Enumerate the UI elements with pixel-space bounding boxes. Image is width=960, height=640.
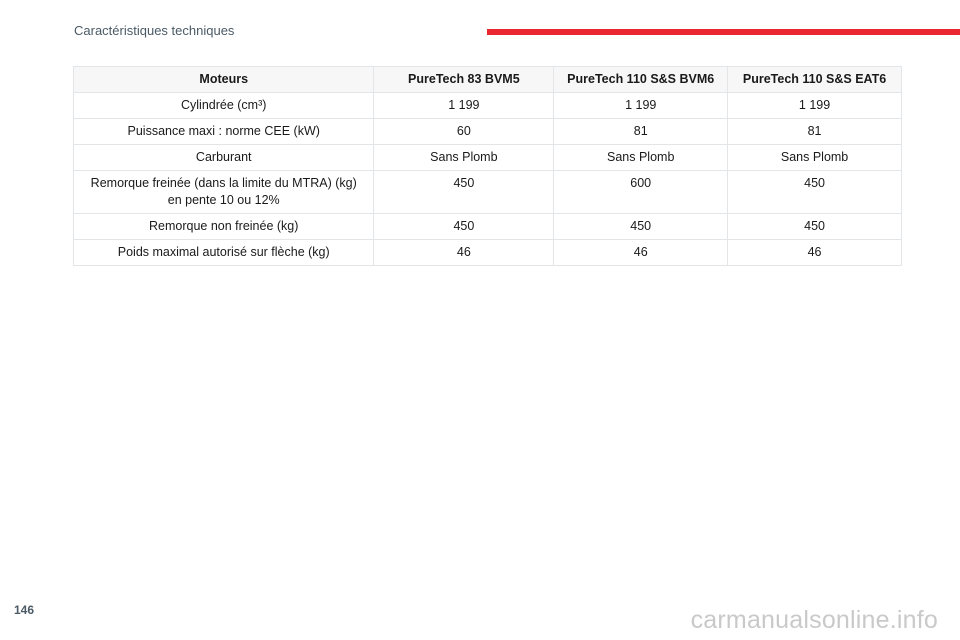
table-row	[74, 214, 902, 240]
table-cell: 600	[554, 171, 728, 214]
table-cell: 46	[374, 240, 554, 266]
table-row	[74, 171, 902, 214]
table-cell: 450	[374, 214, 554, 240]
row-label: Puissance maxi : norme CEE (kW)	[74, 119, 374, 145]
page-number: 146	[14, 603, 35, 617]
column-header: PureTech 110 S&S EAT6	[728, 67, 902, 93]
row-label: Remorque non freinée (kg)	[74, 214, 374, 240]
table-cell: 1 199	[554, 93, 728, 119]
table-cell: 81	[728, 119, 902, 145]
table-cell: 1 199	[728, 93, 902, 119]
column-header: Moteurs	[74, 67, 374, 93]
section-title: Caractéristiques techniques	[74, 23, 235, 38]
column-header: PureTech 83 BVM5	[374, 67, 554, 93]
row-label: Carburant	[74, 145, 374, 171]
table-row	[74, 240, 902, 266]
table-cell: 450	[728, 171, 902, 214]
table-row	[74, 119, 902, 145]
table-header-row	[74, 67, 902, 93]
table-cell: 1 199	[374, 93, 554, 119]
table-cell: 81	[554, 119, 728, 145]
table-cell: 450	[554, 214, 728, 240]
table-cell: Sans Plomb	[374, 145, 554, 171]
table-cell: Sans Plomb	[728, 145, 902, 171]
watermark-link[interactable]: carmanualsonline.info	[690, 606, 938, 634]
row-label: Poids maximal autorisé sur flèche (kg)	[74, 240, 374, 266]
table-cell: 450	[374, 171, 554, 214]
section-accent-bar	[487, 29, 960, 35]
column-header: PureTech 110 S&S BVM6	[554, 67, 728, 93]
table-cell: 46	[728, 240, 902, 266]
row-label: Remorque freinée (dans la limite du MTRA) (kg) en pente 10 ou 12%	[74, 171, 374, 214]
table-row	[74, 145, 902, 171]
engine-spec-table	[73, 66, 902, 266]
table-cell: 450	[728, 214, 902, 240]
table-row	[74, 93, 902, 119]
row-label: Cylindrée (cm³)	[74, 93, 374, 119]
table-cell: 60	[374, 119, 554, 145]
table-cell: 46	[554, 240, 728, 266]
table-cell: Sans Plomb	[554, 145, 728, 171]
